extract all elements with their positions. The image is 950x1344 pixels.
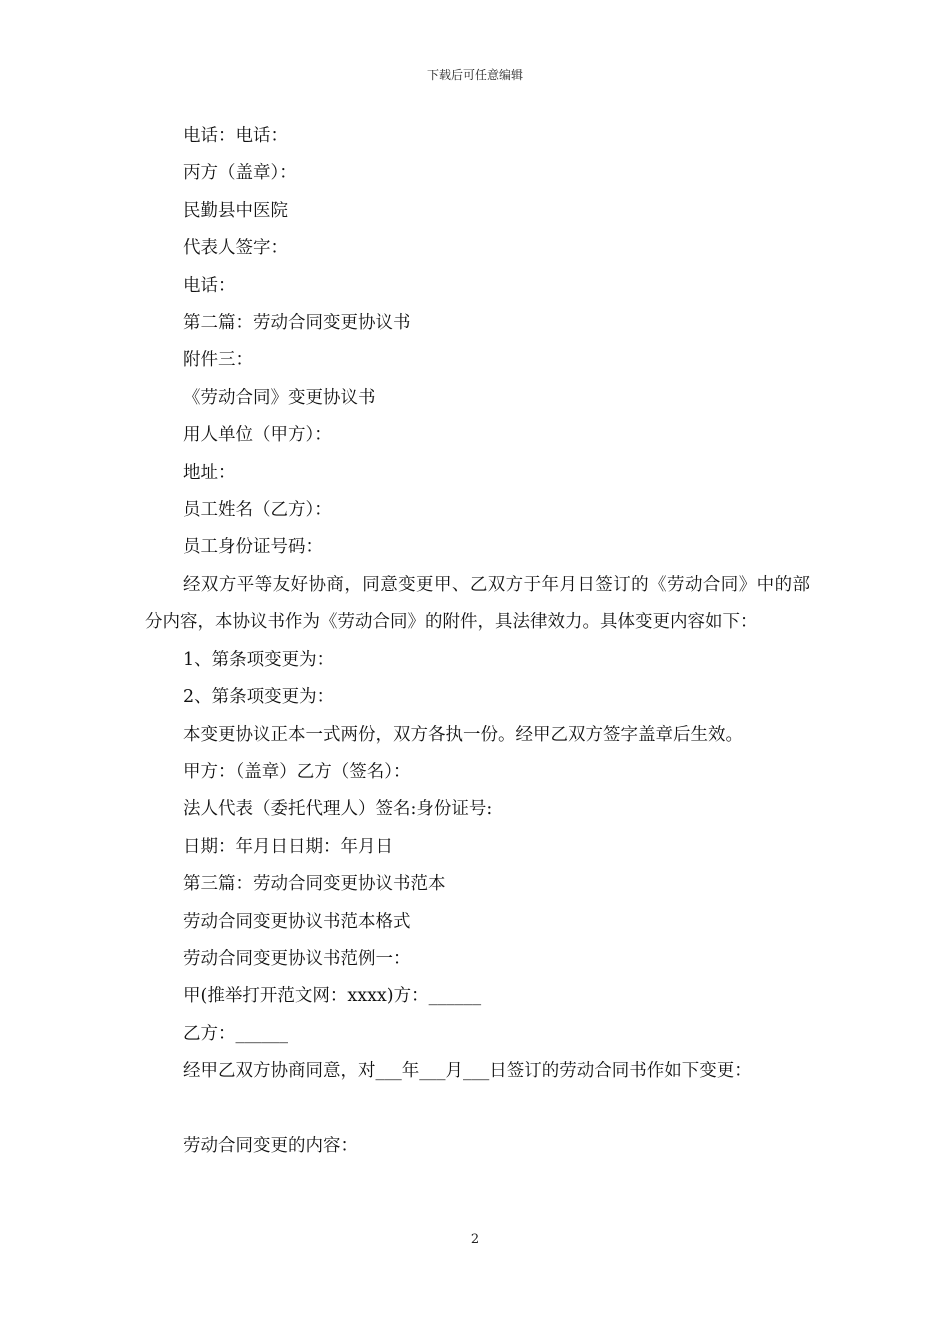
text-line: 甲方：（盖章）乙方（签名）：	[183, 761, 411, 782]
text-line: 法人代表（委托代理人）签名:身份证号:	[183, 799, 493, 820]
text-line: 劳动合同变更协议书范本格式	[183, 911, 411, 932]
document-title: 《劳动合同》变更协议书	[183, 387, 376, 408]
text-line: 用人单位（甲方）：	[183, 425, 332, 446]
text-line: 电话：电话：	[183, 126, 288, 146]
body-paragraph: 经双方平等友好协商，同意变更甲、乙双方于年月日签订的《劳动合同》中的部分内容，本协议书作为《劳动合同》的附件，具法律效力。具体变更内容如下：	[145, 574, 810, 633]
text-line: 员工身份证号码：	[183, 537, 323, 558]
page-header: 下载后可任意编辑	[426, 68, 523, 82]
blank-line	[145, 1091, 810, 1128]
text-line: 丙方（盖章）：	[183, 163, 297, 184]
text-line: 地址：	[183, 462, 236, 483]
text-line: 乙方：______	[183, 1023, 288, 1044]
text-line: 2、第条项变更为：	[183, 687, 335, 708]
text-line: 经甲乙双方协商同意，对___年___月___日签订的劳动合同书作如下变更：	[183, 1061, 752, 1082]
text-line: 日期：年月日日期：年月日	[183, 836, 393, 857]
text-line: 1、第条项变更为：	[183, 649, 335, 670]
text-line: 民勤县中医院	[183, 200, 288, 221]
text-line: 电话：	[183, 275, 236, 296]
section-heading-3: 第三篇：劳动合同变更协议书范本	[183, 874, 446, 895]
document-body	[145, 118, 810, 1165]
text-line: 甲(推举打开范文网：xxxx)方：______	[183, 986, 482, 1007]
text-line: 附件三：	[183, 350, 253, 371]
text-line: 员工姓名（乙方）：	[183, 500, 332, 521]
text-line: 本变更协议正本一式两份，双方各执一份。经甲乙双方签字盖章后生效。	[183, 724, 743, 745]
text-line: 劳动合同变更的内容：	[183, 1135, 358, 1156]
text-line: 代表人签字：	[183, 238, 288, 259]
text-line: 劳动合同变更协议书范例一：	[183, 948, 411, 969]
page-number: 2	[470, 1232, 480, 1247]
section-heading-2: 第二篇：劳动合同变更协议书	[183, 313, 411, 334]
